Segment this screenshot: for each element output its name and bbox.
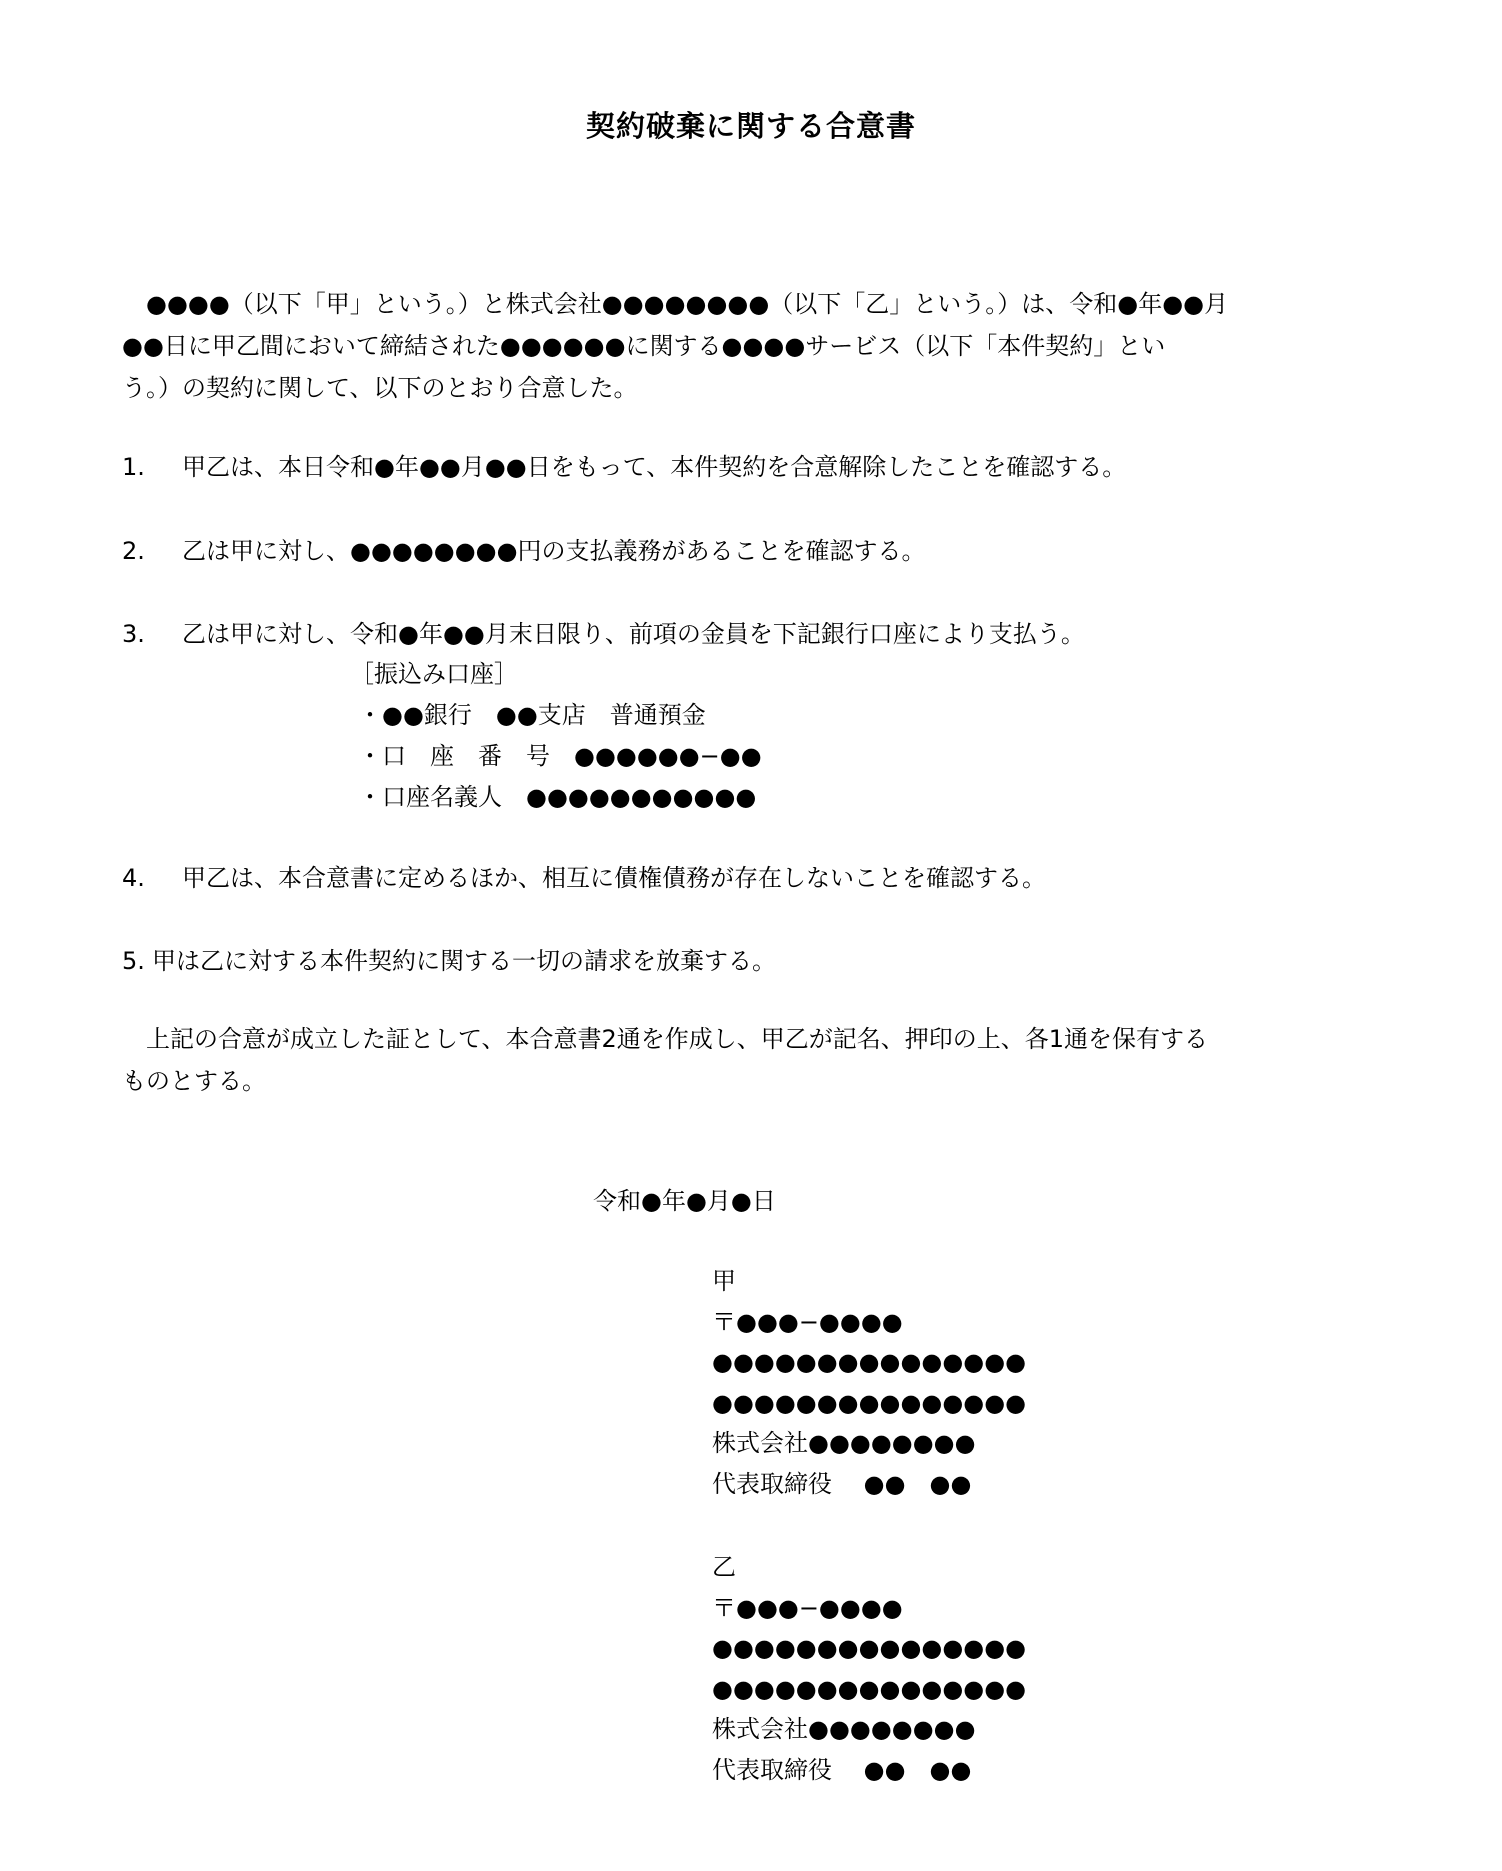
clause-3 (122, 613, 1085, 655)
clause-number: 5. (122, 947, 145, 975)
document-title: 契約破棄に関する合意書 (585, 109, 916, 143)
account-number-line: ・口 座 番 号 ●●●●●●−●● (358, 742, 762, 770)
intro-paragraph (122, 283, 1402, 409)
bank-name-line: ・●●銀行 ●●支店 普通預金 (358, 701, 706, 729)
clause-1 (122, 446, 1126, 488)
clause-number: 1. (122, 453, 145, 481)
party-label: 乙 (712, 1553, 736, 1581)
clause-text: 甲乙は、本合意書に定めるほか、相互に債権債務が存在しないことを確認する。 (182, 864, 1046, 892)
address-line: ●●●●●●●●●●●●●●● (712, 1348, 1027, 1376)
address-line: ●●●●●●●●●●●●●●● (712, 1388, 1027, 1417)
address-line: ●●●●●●●●●●●●●●● (712, 1634, 1027, 1662)
party-a-block (712, 1261, 1026, 1504)
bank-header: ［振込み口座］ (350, 660, 518, 688)
intro-line: ●●●●（以下「甲」という。）と株式会社●●●●●●●●（以下「乙」という。）は、令和●年●●月 (146, 290, 1229, 318)
clause-text: 甲は乙に対する本件契約に関する一切の請求を放棄する。 (152, 947, 776, 975)
clause-text: 乙は甲に対し、●●●●●●●●円の支払義務があることを確認する。 (182, 537, 926, 565)
clause-text: 乙は甲に対し、令和●年●●月末日限り、前項の金員を下記銀行口座により支払う。 (182, 620, 1085, 648)
company-name: 株式会社●●●●●●●● (712, 1429, 976, 1457)
representative: 代表取締役 ●● ●● (712, 1755, 972, 1784)
intro-line: う。）の契約に関して、以下のとおり合意した。 (122, 374, 638, 402)
address-line: ●●●●●●●●●●●●●●● (712, 1674, 1027, 1703)
bank-account-block (350, 654, 762, 818)
clause-number: 2. (122, 537, 145, 565)
postal-code: 〒●●●−●●●● (712, 1593, 903, 1622)
party-label: 甲 (712, 1267, 736, 1295)
account-holder-line: ・口座名義人 ●●●●●●●●●●● (358, 783, 757, 811)
intro-line: ●●日に甲乙間において締結された●●●●●●に関する●●●●サービス（以下「本件契約」とい (122, 332, 1166, 360)
party-b-block (712, 1547, 1026, 1790)
clause-4 (122, 857, 1046, 899)
closing-line: 上記の合意が成立した証として、本合意書2通を作成し、甲乙が記名、押印の上、各1通を保有する (146, 1025, 1209, 1053)
postal-code: 〒●●●−●●●● (712, 1307, 903, 1336)
clause-2 (122, 530, 926, 572)
company-name: 株式会社●●●●●●●● (712, 1715, 976, 1743)
closing-paragraph (122, 1018, 1402, 1102)
closing-line: ものとする。 (122, 1067, 266, 1095)
representative: 代表取締役 ●● ●● (712, 1469, 972, 1498)
clause-number: 4. (122, 864, 145, 892)
clause-number: 3. (122, 620, 145, 648)
signing-date: 令和●年●月●日 (593, 1187, 776, 1215)
clause-text: 甲乙は、本日令和●年●●月●●日をもって、本件契約を合意解除したことを確認する。 (182, 453, 1127, 481)
clause-5 (122, 940, 776, 982)
